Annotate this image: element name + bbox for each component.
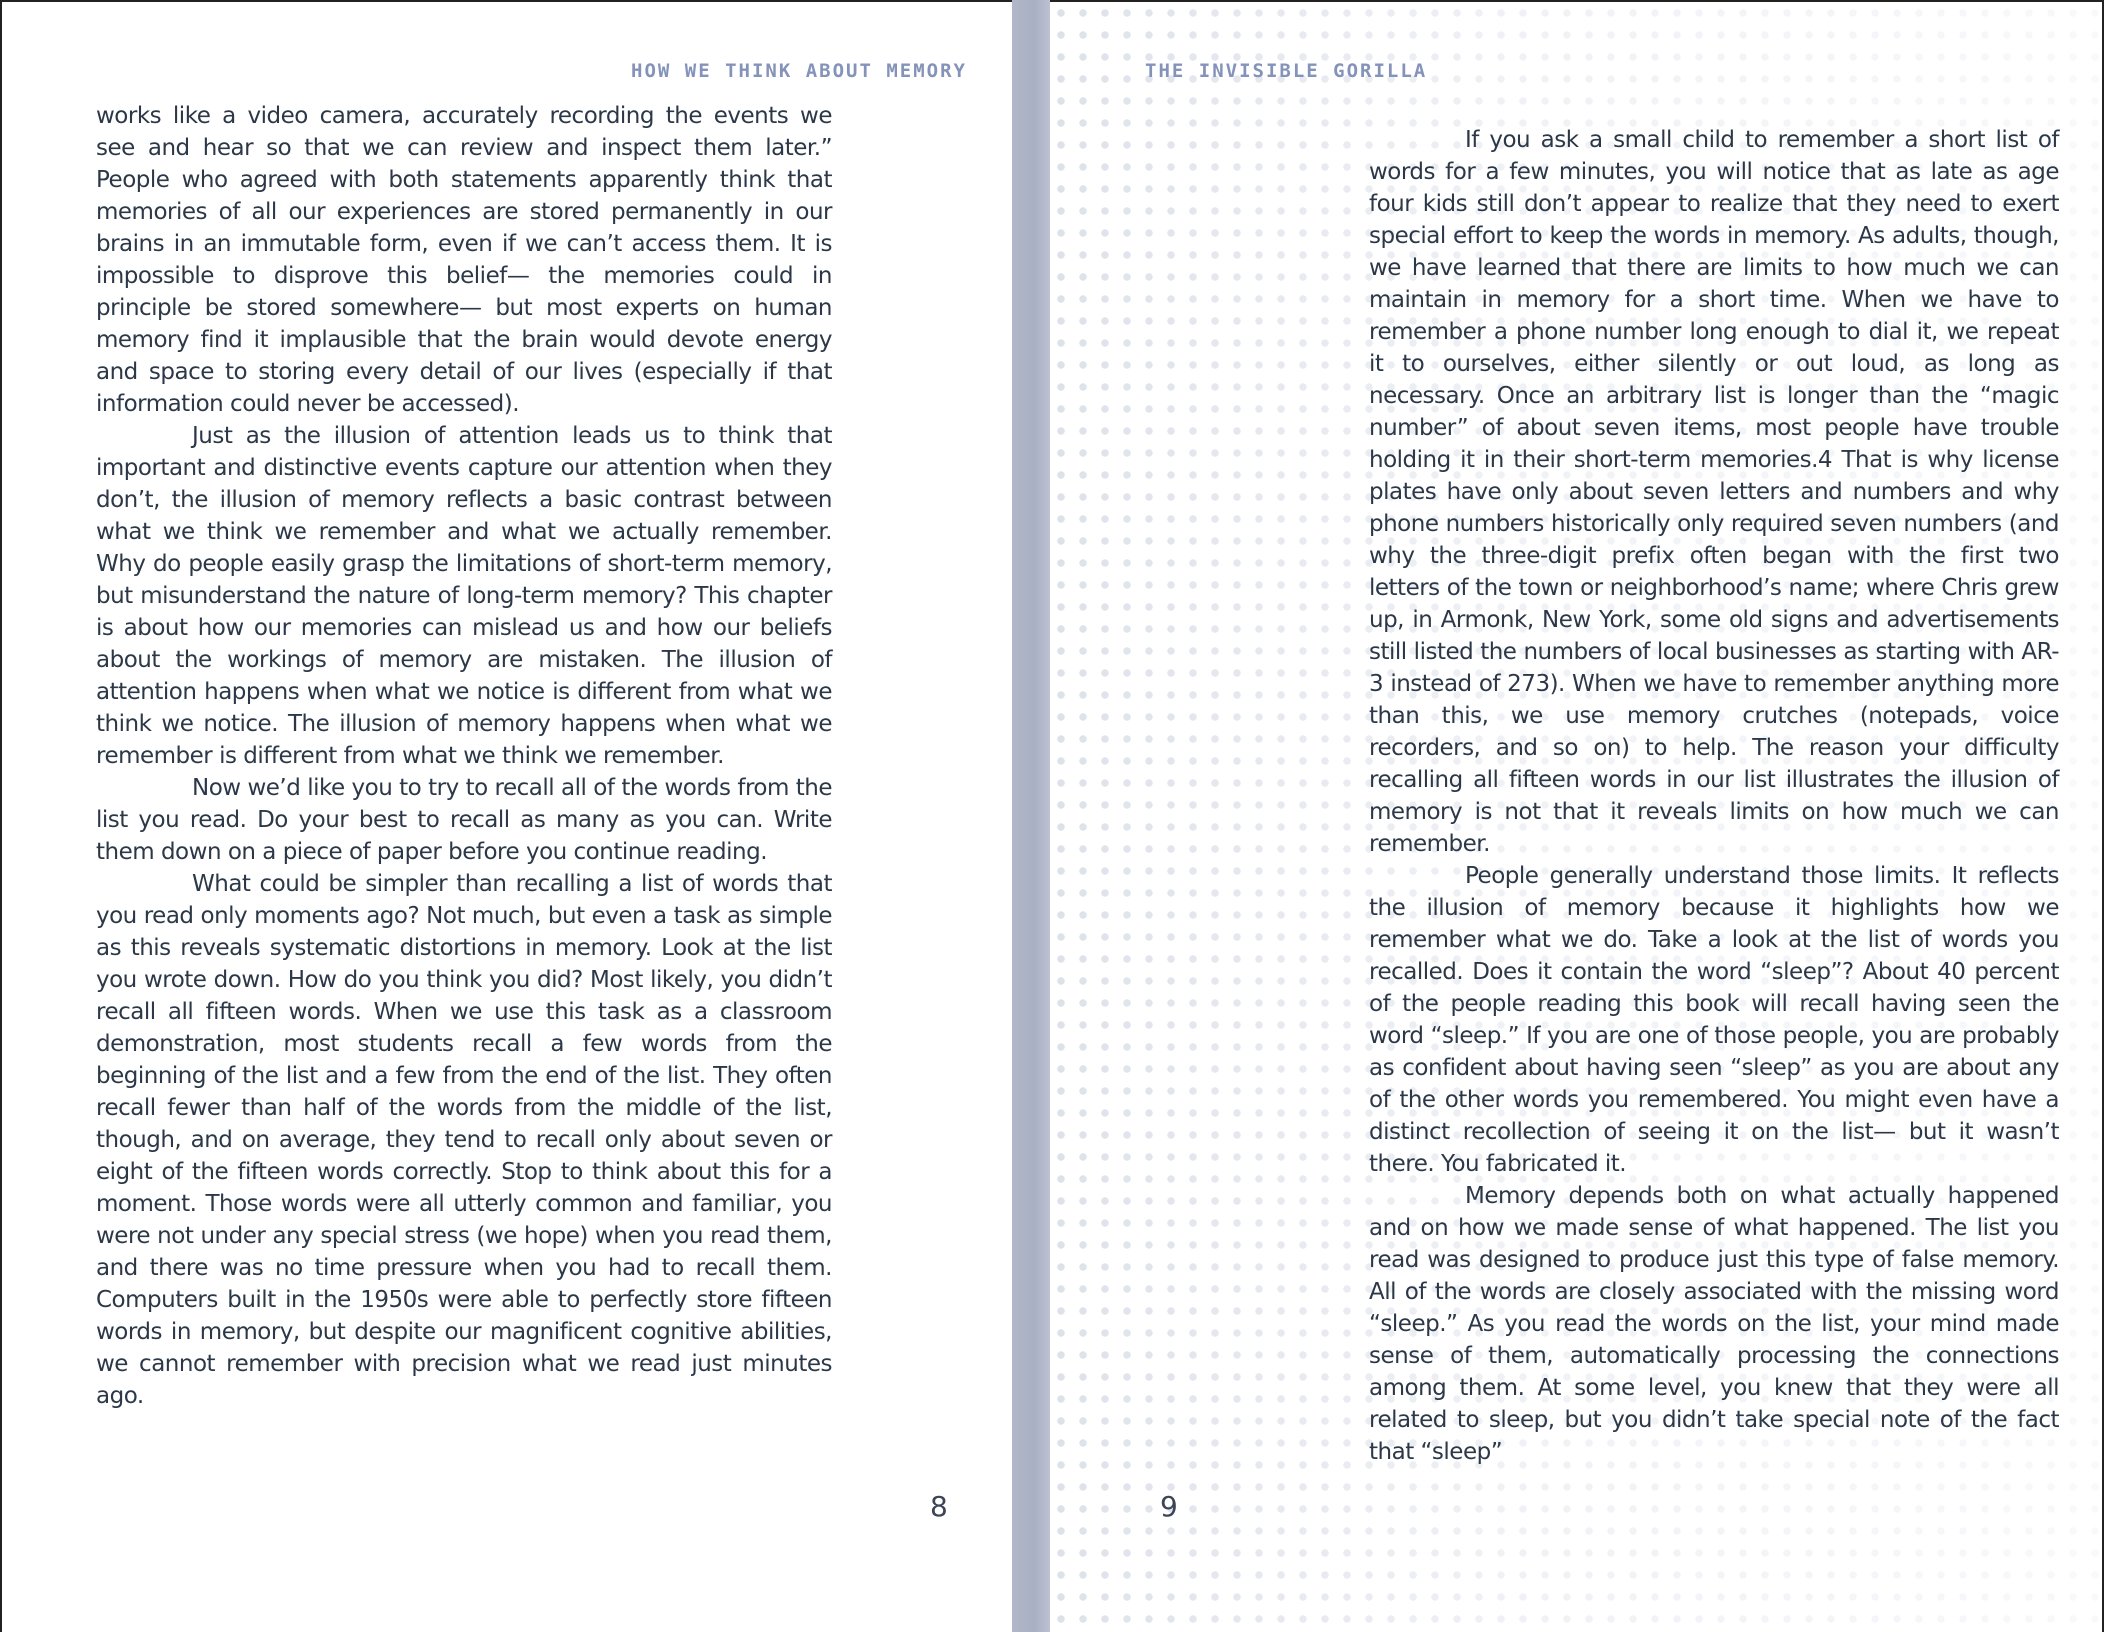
- left-page: [0, 0, 1012, 1632]
- paragraph: People generally understand those limits. It reflects the illusion of memory because it highlights how we remember what we do. Take a look at the list of words you recalled. Does it contain the word “sleep”? About 40 percent of the people reading this book will recall having seen the word “sleep.” If you are one of those people, you are probably as confident about having seen “sleep” as you are about any of the other words you remembered. You might even have a distinct recollection of seeing it on the list— but it wasn’t there. You fabricated it.: [1369, 863, 2059, 1177]
- book-gutter: [1012, 0, 1050, 1632]
- right-page: [1050, 0, 2104, 1632]
- paragraph: What could be simpler than recalling a list of words that you read only moments ago? Not much, but even a task as simple as this reveals systematic distortions in memory. Look at the list you wrote down. How do you think you did? Most likely, you didn’t recall all fifteen words. When we use this task as a classroom demonstration, most students recall a few words from the beginning of the list and a few from the end of the list. They often recall fewer than half of the words from the middle of the list, though, and on average, they tend to recall only about seven or eight of the fifteen words correctly. Stop to think about this for a moment. Those words were all utterly common and familiar, you were not under any special stress (we hope) when you read them, and there was no time pressure when you had to recall them. Computers built in the 1950s were able to perfectly store fifteen words in memory, but despite our magnificent cognitive abilities, we cannot remember with precision what we read just minutes ago.: [96, 871, 832, 1409]
- paragraph: Memory depends both on what actually happened and on how we made sense of what happened. The list you read was designed to produce just this type of false memory. All of the words are closely associated with the missing word “sleep.” As you read the words on the list, your mind made sense of them, automatically processing the connections among them. At some level, you knew that they were all related to sleep, but you didn’t take special note of the fact that “sleep”: [1369, 1183, 2059, 1465]
- paragraph: If you ask a small child to remember a short list of words for a few minutes, you will notice that as late as age four kids still don’t appear to realize that they need to exert special effort to keep the words in memory. As adults, though, we have learned that there are limits to how much we can maintain in memory for a short time. When we have to remember a phone number long enough to dial it, we repeat it to ourselves, either silently or out loud, as long as necessary. Once an arbitrary list is longer than the “magic number” of about seven items, most people have trouble holding it in their short-term memories.4 That is why license plates have only about seven letters and numbers and why phone numbers historically only required seven numbers (and why the three-digit prefix often began with the first two letters of the town or neighborhood’s name; where Chris grew up, in Armonk, New York, some old signs and advertisements still listed the numbers of local businesses as starting with AR- 3 instead of 273). When we have to remember anything more than this, we use memory crutches (notepads, voice recorders, and so on) to help. The reason your difficulty recalling all fifteen words in our list illustrates the illusion of memory is not that it reveals limits on how much we can remember.: [1369, 127, 2059, 857]
- paragraph: works like a video camera, accurately recording the events we see and hear so that we can review and inspect them later.” People who agreed with both statements apparently think that memories of all our experiences are stored permanently in our brains in an immutable form, even if we can’t access them. It is impossible to disprove this belief— the memories could in principle be stored somewhere— but most experts on human memory find it implausible that the brain would devote energy and space to storing every detail of our lives (especially if that information could never be accessed).: [96, 103, 832, 417]
- paragraph: Now we’d like you to try to recall all of the words from the list you read. Do your best to recall as many as you can. Write them down on a piece of paper before you continue reading.: [96, 775, 832, 865]
- right-page-body: [1369, 124, 2059, 1468]
- page-number-right: 9: [1160, 1490, 1178, 1523]
- running-head-left: HOW WE THINK ABOUT MEMORY: [631, 60, 967, 82]
- running-head-right: THE INVISIBLE GORILLA: [1145, 60, 1428, 82]
- left-page-body: [96, 100, 832, 1412]
- page-number-left: 8: [930, 1490, 948, 1523]
- paragraph: Just as the illusion of attention leads us to think that important and distinctive events capture our attention when they don’t, the illusion of memory reflects a basic contrast between what we think we remember and what we actually remember. Why do people easily grasp the limitations of short-term memory, but misunderstand the nature of long-term memory? This chapter is about how our memories can mislead us and how our beliefs about the workings of memory are mistaken. The illusion of attention happens when what we notice is different from what we think we notice. The illusion of memory happens when what we remember is different from what we think we remember.: [96, 423, 832, 769]
